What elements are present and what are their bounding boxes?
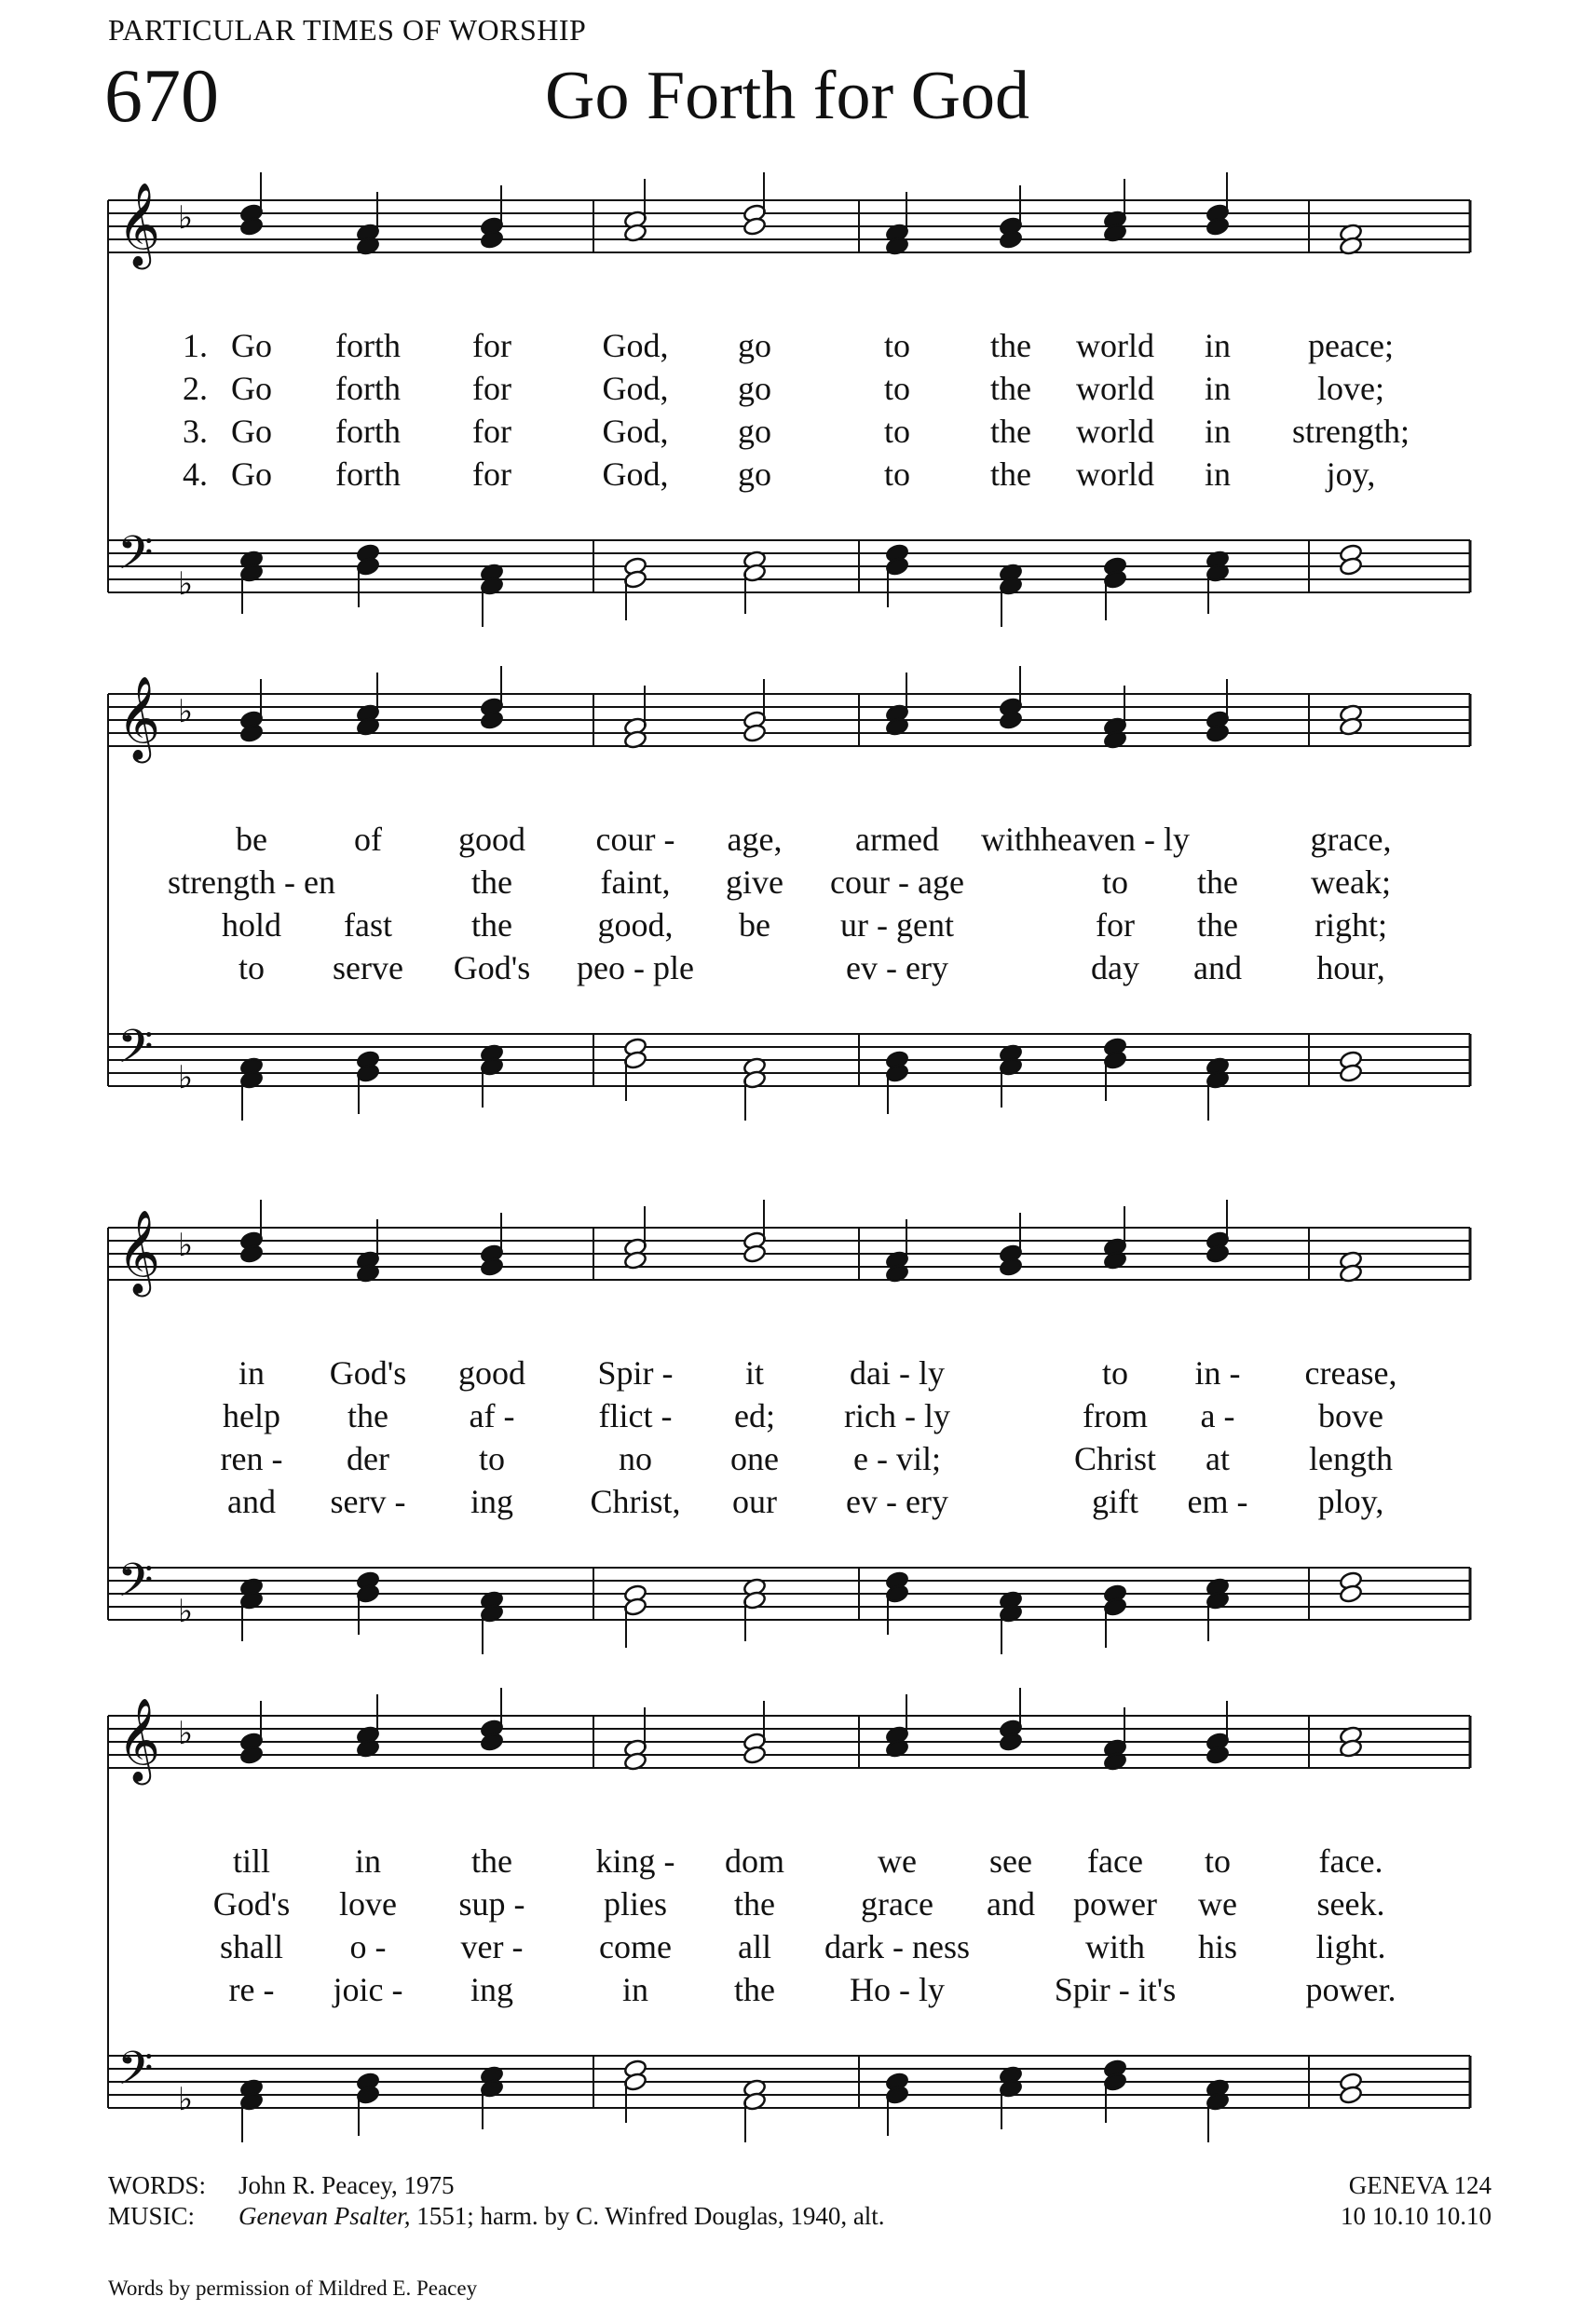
lyric-syllable: to <box>1101 1354 1129 1392</box>
lyric-syllable: with <box>980 821 1042 858</box>
lyric-syllable: right; <box>1315 906 1387 944</box>
lyric-syllable: from <box>1083 1397 1148 1434</box>
lyric-syllable: and <box>987 1885 1035 1923</box>
lyric-syllable: God, <box>602 370 669 407</box>
flat-key-signature-icon: ♭ <box>178 565 194 603</box>
lyric-syllable: God's <box>453 949 531 986</box>
lyric-syllable: Ho - ly <box>850 1971 945 2008</box>
lyric-syllable: shall <box>220 1928 283 1965</box>
lyric-syllable: to <box>883 370 911 407</box>
lyric-syllable: give <box>726 863 783 901</box>
lyric-syllable: ren - <box>220 1440 283 1477</box>
lyric-syllable: face. <box>1318 1842 1383 1880</box>
lyric-syllable: the <box>471 863 512 901</box>
lyric-syllable: a - <box>1200 1397 1235 1434</box>
flat-key-signature-icon: ♭ <box>178 2081 194 2118</box>
lyric-syllable: strength - en <box>168 863 335 901</box>
lyric-syllable: to <box>883 455 911 493</box>
flat-key-signature-icon: ♭ <box>178 1593 194 1630</box>
treble-clef-icon: 𝄞 <box>117 183 161 266</box>
bass-clef-icon: 𝄢 <box>117 526 154 591</box>
lyric-syllable: love; <box>1317 370 1384 407</box>
music-credit: MUSIC: Genevan Psalter, 1551; harm. by C. Winfred Douglas, 1940, alt. <box>108 2202 885 2230</box>
lyric-syllable: in <box>354 1842 382 1880</box>
flat-key-signature-icon: ♭ <box>178 1227 194 1264</box>
hymn-number: 670 <box>104 53 219 138</box>
verse-number: 4. <box>183 455 208 493</box>
lyric-syllable: to <box>1101 863 1129 901</box>
lyric-syllable: Christ <box>1073 1440 1157 1477</box>
lyric-syllable: to <box>883 413 911 450</box>
lyric-syllable: for <box>472 455 511 493</box>
lyric-syllable: one <box>730 1440 779 1477</box>
lyric-syllable: the <box>990 370 1031 407</box>
lyric-syllable: to <box>238 949 266 986</box>
lyric-syllable: day <box>1091 949 1139 986</box>
lyric-syllable: der <box>347 1440 389 1477</box>
lyric-syllable: age, <box>727 821 783 858</box>
lyric-syllable: the <box>1197 863 1238 901</box>
lyric-syllable: serv - <box>330 1483 406 1520</box>
lyric-syllable: for <box>472 327 511 364</box>
lyric-syllable: God, <box>602 455 669 493</box>
lyric-syllable: gift <box>1092 1483 1138 1520</box>
lyric-syllable: dom <box>724 1842 785 1880</box>
credits <box>108 2170 885 2232</box>
lyric-syllable: em - <box>1187 1483 1248 1520</box>
lyric-syllable: grace, <box>1310 821 1392 858</box>
lyric-syllable: crease, <box>1304 1354 1397 1392</box>
lyric-syllable: Spir - it's <box>1054 1971 1177 2008</box>
lyric-syllable: go <box>738 370 771 407</box>
lyric-syllable: ev - ery <box>846 949 948 986</box>
verse-number: 3. <box>183 413 208 450</box>
lyric-syllable: in - <box>1194 1354 1241 1392</box>
lyric-syllable: flict - <box>598 1397 673 1434</box>
lyric-syllable: af - <box>469 1397 515 1434</box>
lyric-syllable: plies <box>604 1885 667 1923</box>
lyric-syllable: Go <box>231 370 272 407</box>
lyric-line <box>0 1925 1594 1968</box>
lyric-syllable: in <box>238 1354 266 1392</box>
verse-number: 2. <box>183 370 208 407</box>
lyric-syllable: Go <box>231 455 272 493</box>
words-credit: WORDS: John R. Peacey, 1975 <box>108 2171 455 2199</box>
lyric-syllable: world <box>1076 370 1154 407</box>
lyric-syllable: for <box>1096 906 1135 944</box>
lyric-syllable: forth <box>335 413 401 450</box>
flat-key-signature-icon: ♭ <box>178 1715 194 1752</box>
lyric-syllable: cour - <box>595 821 675 858</box>
treble-clef-icon: 𝄞 <box>117 1698 161 1782</box>
lyric-syllable: good, <box>597 906 674 944</box>
lyric-syllable: peace; <box>1308 327 1394 364</box>
lyric-syllable: go <box>738 455 771 493</box>
lyric-syllable: and <box>227 1483 276 1520</box>
lyric-syllable: in <box>1204 370 1232 407</box>
verse-number: 1. <box>183 327 208 364</box>
lyric-syllable: light. <box>1315 1928 1386 1965</box>
lyric-syllable: seek. <box>1316 1885 1385 1923</box>
lyric-syllable: our <box>732 1483 777 1520</box>
flat-key-signature-icon: ♭ <box>178 1059 194 1096</box>
lyric-syllable: o - <box>349 1928 387 1965</box>
lyric-syllable: power. <box>1305 1971 1396 2008</box>
lyric-syllable: the <box>471 1842 512 1880</box>
lyric-syllable: to <box>478 1440 506 1477</box>
flat-key-signature-icon: ♭ <box>178 199 194 237</box>
permission-note: Words by permission of Mildred E. Peacey <box>108 2276 478 2300</box>
lyric-syllable: at <box>1206 1440 1230 1477</box>
lyric-syllable: all <box>738 1928 771 1965</box>
lyric-syllable: rich - ly <box>844 1397 950 1434</box>
lyric-syllable: ploy, <box>1317 1483 1384 1520</box>
lyric-syllable: ver - <box>460 1928 524 1965</box>
bass-clef-icon: 𝄢 <box>117 1554 154 1619</box>
lyric-syllable: length <box>1309 1440 1393 1477</box>
lyric-syllable: faint, <box>600 863 671 901</box>
lyric-syllable: power <box>1073 1885 1157 1923</box>
lyric-syllable: ev - ery <box>846 1483 948 1520</box>
lyric-syllable: be <box>739 906 770 944</box>
lyric-syllable: it <box>744 1354 765 1392</box>
lyric-syllable: to <box>883 327 911 364</box>
lyric-syllable: king - <box>595 1842 675 1880</box>
lyric-syllable: the <box>734 1885 775 1923</box>
lyric-syllable: no <box>619 1440 652 1477</box>
lyric-syllable: ur - gent <box>840 906 954 944</box>
lyric-syllable: forth <box>335 370 401 407</box>
lyric-syllable: for <box>472 413 511 450</box>
tune-info <box>1341 2170 1492 2232</box>
lyric-syllable: his <box>1197 1928 1238 1965</box>
lyric-syllable: the <box>347 1397 388 1434</box>
lyric-syllable: dai - ly <box>850 1354 945 1392</box>
lyric-syllable: sup - <box>458 1885 525 1923</box>
lyric-syllable: face <box>1087 1842 1143 1880</box>
lyric-syllable: weak; <box>1311 863 1391 901</box>
lyric-syllable: go <box>738 327 771 364</box>
lyric-syllable: re - <box>228 1971 275 2008</box>
lyric-syllable: the <box>990 455 1031 493</box>
hymn-title: Go Forth for God <box>545 58 1030 134</box>
lyric-syllable: the <box>734 1971 775 2008</box>
lyric-syllable: to <box>1204 1842 1232 1880</box>
lyric-syllable: and <box>1193 949 1242 986</box>
lyric-syllable: bove <box>1318 1397 1383 1434</box>
lyric-syllable: armed <box>855 821 939 858</box>
lyric-syllable: forth <box>335 455 401 493</box>
lyric-syllable: joy, <box>1326 455 1376 493</box>
lyric-syllable: ing <box>470 1483 514 1520</box>
lyric-syllable: Spir - <box>597 1354 674 1392</box>
lyric-syllable: we <box>1198 1885 1237 1923</box>
lyric-syllable: the <box>990 413 1031 450</box>
lyric-syllable: till <box>232 1842 271 1880</box>
lyric-syllable: with <box>1084 1928 1146 1965</box>
lyric-syllable: God's <box>212 1885 291 1923</box>
lyric-line <box>0 1882 1594 1925</box>
lyric-syllable: joic - <box>333 1971 403 2008</box>
lyric-syllable: world <box>1076 455 1154 493</box>
lyric-syllable: in <box>1204 327 1232 364</box>
bass-clef-icon: 𝄢 <box>117 1020 154 1085</box>
treble-clef-icon: 𝄞 <box>117 676 161 760</box>
lyric-syllable: of <box>354 821 382 858</box>
lyric-syllable: in <box>1204 413 1232 450</box>
lyric-line <box>0 1968 1594 2011</box>
lyric-syllable: dark - ness <box>824 1928 970 1965</box>
lyric-line <box>0 1840 1594 1882</box>
lyric-syllable: Go <box>231 327 272 364</box>
lyric-syllable: world <box>1076 413 1154 450</box>
lyric-syllable: cour - age <box>830 863 964 901</box>
lyric-syllable: the <box>471 906 512 944</box>
lyric-syllable: we <box>878 1842 917 1880</box>
lyric-syllable: be <box>236 821 267 858</box>
lyric-syllable: heaven - ly <box>1041 821 1190 858</box>
lyric-syllable: strength; <box>1292 413 1410 450</box>
lyric-syllable: fast <box>344 906 392 944</box>
section-header: PARTICULAR TIMES OF WORSHIP <box>108 13 587 47</box>
lyric-syllable: e - vil; <box>853 1440 941 1477</box>
lyric-syllable: hour, <box>1316 949 1385 986</box>
bass-clef-icon: 𝄢 <box>117 2042 154 2107</box>
lyric-syllable: grace <box>861 1885 933 1923</box>
lyric-syllable: come <box>599 1928 672 1965</box>
meter: 10 10.10 10.10 <box>1341 2202 1492 2230</box>
lyric-syllable: good <box>458 1354 525 1392</box>
lyric-syllable: the <box>1197 906 1238 944</box>
lyric-syllable: serve <box>333 949 403 986</box>
lyric-syllable: ing <box>470 1971 514 2008</box>
lyric-syllable: see <box>989 1842 1032 1880</box>
lyric-syllable: help <box>223 1397 280 1434</box>
lyric-syllable: in <box>621 1971 649 2008</box>
lyric-syllable: for <box>472 370 511 407</box>
flat-key-signature-icon: ♭ <box>178 693 194 730</box>
lyric-syllable: in <box>1204 455 1232 493</box>
tune-name: GENEVA 124 <box>1348 2171 1492 2199</box>
lyric-syllable: ed; <box>734 1397 775 1434</box>
lyric-syllable: go <box>738 413 771 450</box>
lyric-syllable: God, <box>602 413 669 450</box>
lyric-syllable: Christ, <box>590 1483 681 1520</box>
lyric-syllable: world <box>1076 327 1154 364</box>
lyric-syllable: forth <box>335 327 401 364</box>
lyric-syllable: God, <box>602 327 669 364</box>
lyric-syllable: good <box>458 821 525 858</box>
lyric-syllable: the <box>990 327 1031 364</box>
lyric-syllable: love <box>339 1885 397 1923</box>
lyric-syllable: hold <box>221 906 282 944</box>
treble-clef-icon: 𝄞 <box>117 1210 161 1294</box>
lyric-syllable: God's <box>329 1354 407 1392</box>
lyric-syllable: Go <box>231 413 272 450</box>
lyric-syllable: peo - ple <box>577 949 694 986</box>
